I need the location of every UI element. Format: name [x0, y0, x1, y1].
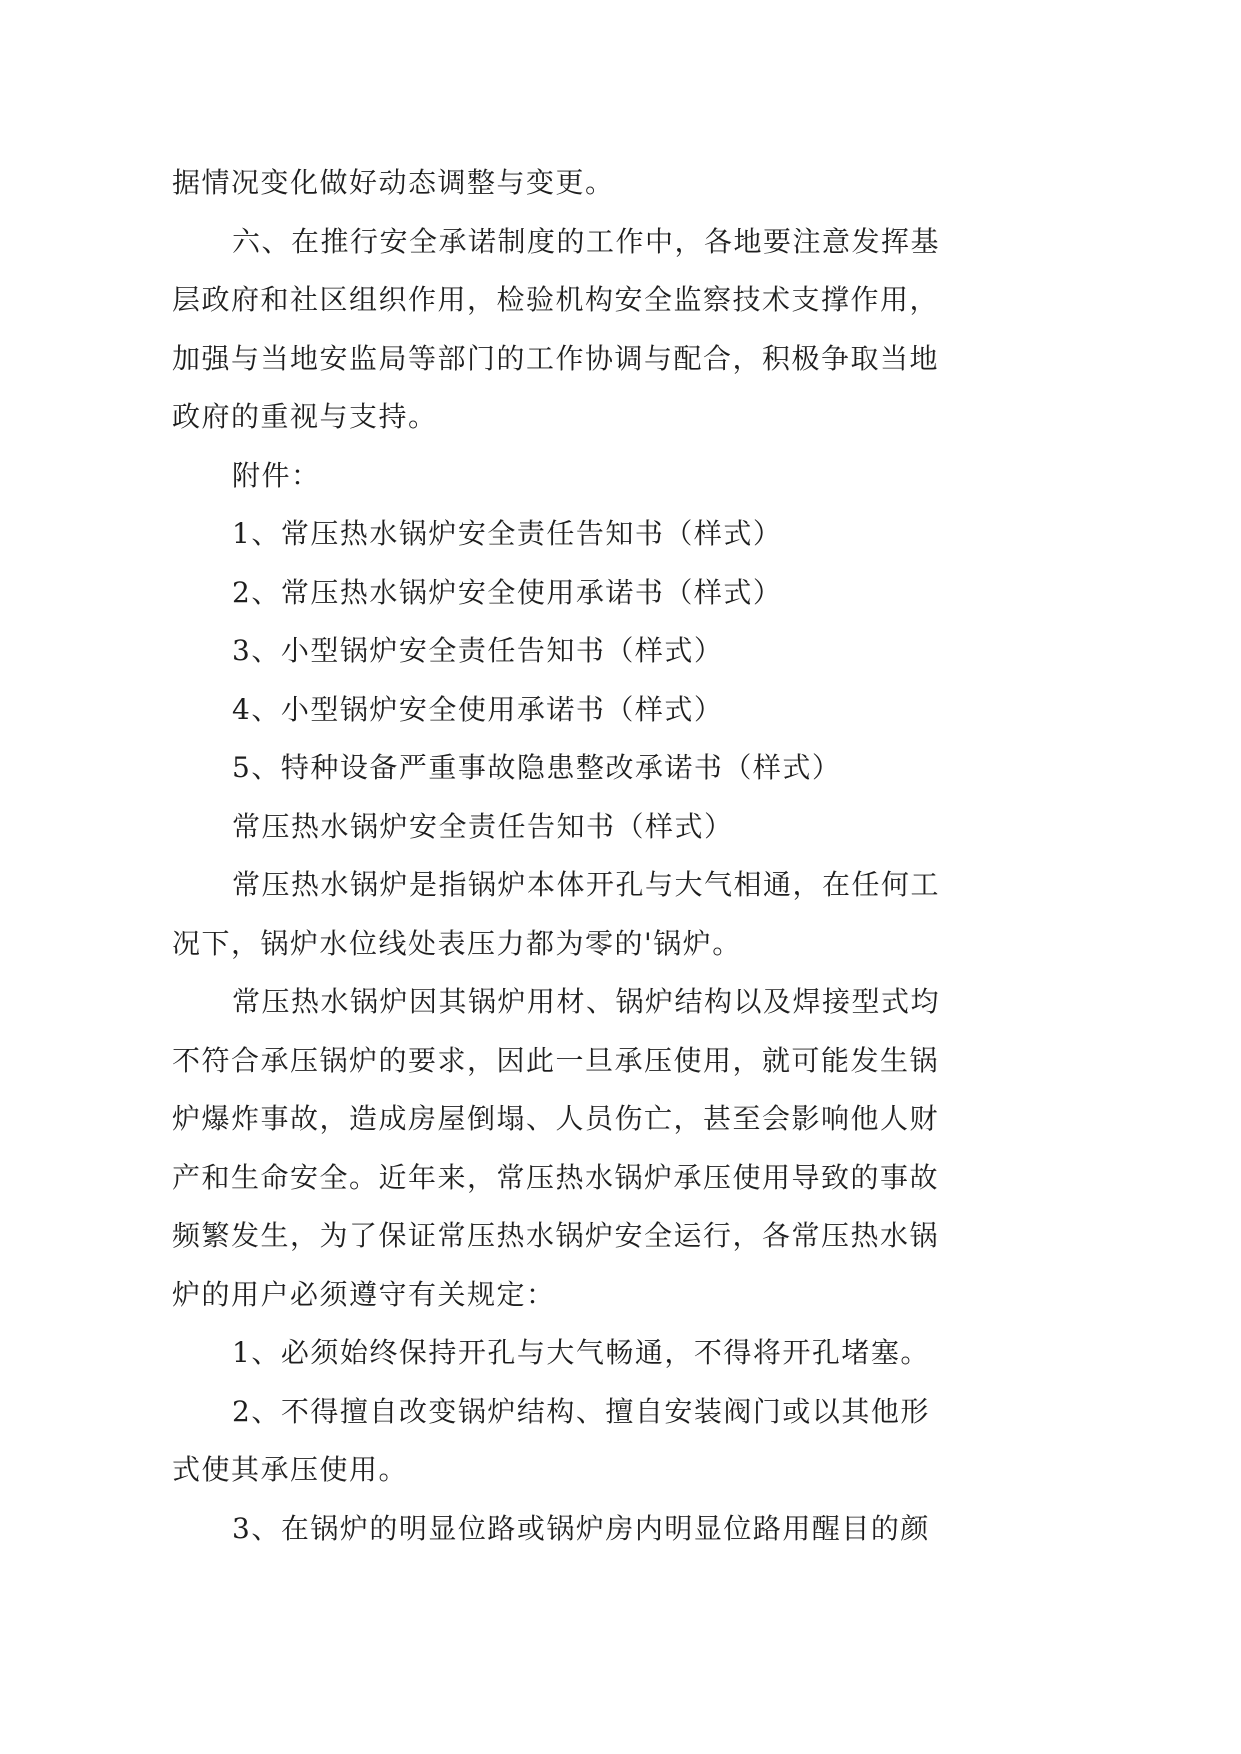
text-line: 3、在锅炉的明显位路或锅炉房内明显位路用醒目的颜 — [232, 1511, 930, 1545]
document-body — [172, 154, 1072, 1558]
text-line: 六、在推行安全承诺制度的工作中，各地要注意发挥基 — [232, 224, 941, 258]
text-line: 况下，锅炉水位线处表压力都为零的'锅炉。 — [172, 926, 742, 960]
text-line: 层政府和社区组织作用，检验机构安全监察技术支撑作用， — [172, 283, 940, 316]
text-line: 常压热水锅炉是指锅炉本体开孔与大气相通，在任何工 — [232, 868, 941, 901]
text-line: 附件： — [232, 458, 321, 492]
text-line: 2、常压热水锅炉安全使用承诺书（样式） — [232, 575, 783, 609]
text-line: 常压热水锅炉因其锅炉用材、锅炉结构以及焊接型式均 — [232, 985, 941, 1018]
attachments-heading — [172, 447, 1072, 506]
attachment-item — [172, 739, 1072, 798]
text-line: 2、不得擅自改变锅炉结构、擅自安装阀门或以其他形 — [232, 1394, 930, 1428]
paragraph — [172, 973, 1072, 1324]
text-line: 不符合承压锅炉的要求，因此一旦承压使用，就可能发生锅 — [172, 1043, 940, 1077]
text-line: 5、特种设备严重事故隐患整改承诺书（样式） — [232, 751, 842, 784]
text-line: 4、小型锅炉安全使用承诺书（样式） — [232, 692, 724, 726]
rule-item — [172, 1500, 1072, 1559]
attachment-item — [172, 622, 1072, 681]
text-line: 1、必须始终保持开孔与大气畅通，不得将开孔堵塞。 — [232, 1336, 930, 1369]
rule-item — [172, 1383, 1072, 1500]
section-title — [172, 798, 1072, 857]
attachment-item — [172, 681, 1072, 740]
text-line: 据情况变化做好动态调整与变更。 — [172, 166, 615, 199]
text-line: 政府的重视与支持。 — [172, 400, 438, 433]
text-line: 产和生命安全。近年来，常压热水锅炉承压使用导致的事故 — [172, 1160, 940, 1194]
text-line: 3、小型锅炉安全责任告知书（样式） — [232, 634, 724, 667]
attachment-item — [172, 564, 1072, 623]
paragraph — [172, 154, 1072, 213]
rule-item — [172, 1324, 1072, 1383]
text-line: 炉爆炸事故，造成房屋倒塌、人员伤亡，甚至会影响他人财 — [172, 1102, 940, 1135]
text-line: 频繁发生，为了保证常压热水锅炉安全运行，各常压热水锅 — [172, 1219, 940, 1252]
paragraph — [172, 213, 1072, 447]
text-line: 炉的用户必须遵守有关规定： — [172, 1277, 556, 1311]
text-line: 式使其承压使用。 — [172, 1453, 409, 1486]
paragraph — [172, 856, 1072, 973]
attachment-item — [172, 505, 1072, 564]
text-line: 加强与当地安监局等部门的工作协调与配合，积极争取当地 — [172, 341, 940, 375]
text-line: 1、常压热水锅炉安全责任告知书（样式） — [232, 517, 783, 550]
text-line: 常压热水锅炉安全责任告知书（样式） — [232, 809, 734, 843]
